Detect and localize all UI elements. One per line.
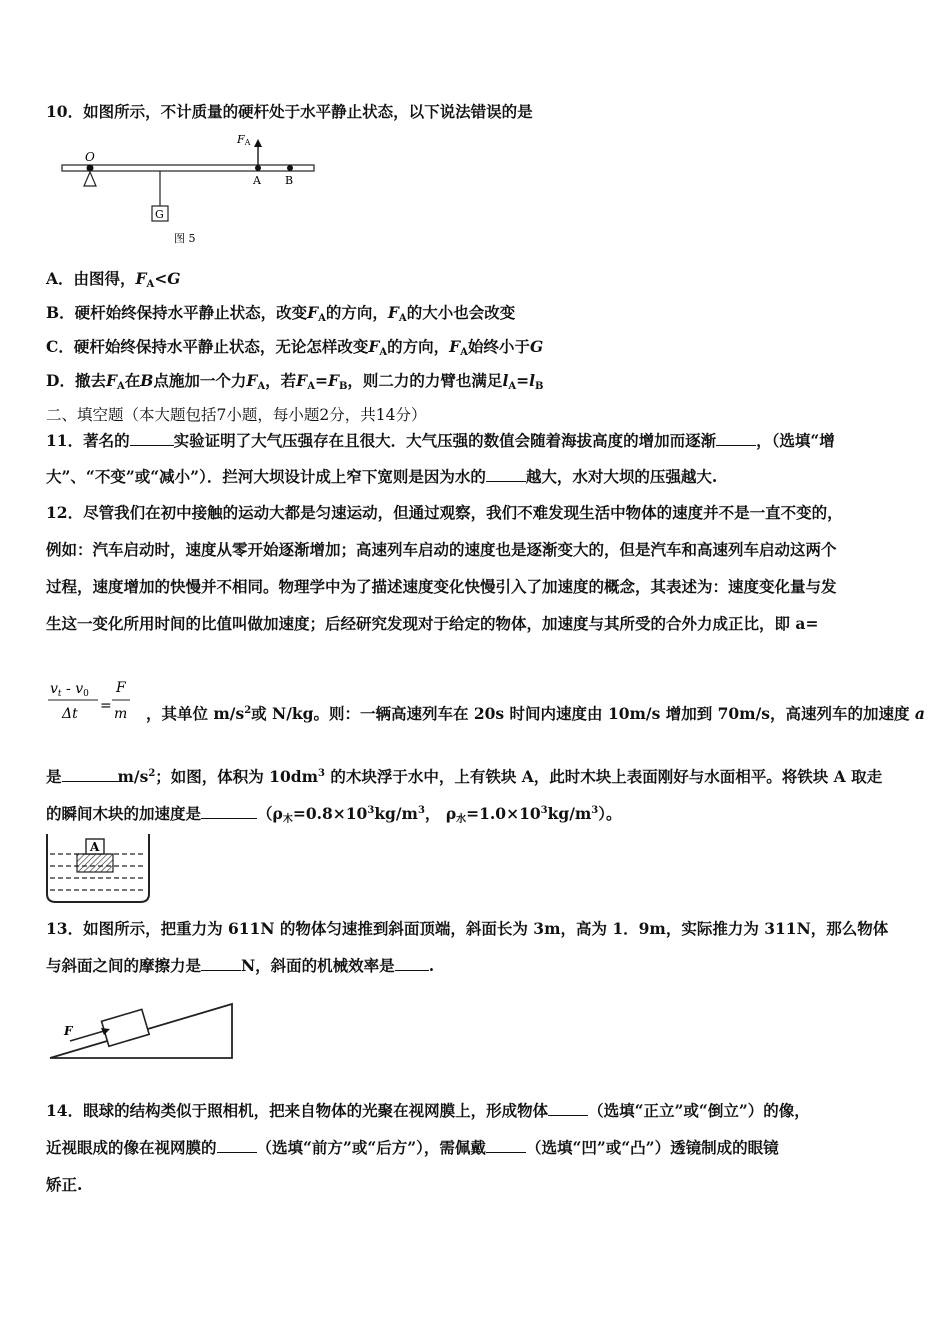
q13-blank-1[interactable] — [201, 956, 241, 971]
q12-line-1: 12．尽管我们在初中接触的运动大都是匀速运动，但通过观察，我们不难发现生活中物体的速度并不是一直不变的， — [46, 503, 843, 522]
label-fa: FA — [237, 133, 251, 147]
label-iron-a: A — [90, 840, 100, 854]
q10-option-a[interactable]: A．由图得，$F_A<G$ — [46, 269, 181, 290]
q14-line-2: 近视眼成的像在视网膜的 （选填“前方”或“后方”），需佩戴 （选填“凹”或“凸”）透镜制成的眼镜 — [46, 1138, 779, 1157]
q10-stem: 10．如图所示，不计质量的硬杆处于水平静止状态，以下说法错误的是 — [46, 102, 533, 121]
q10-option-c[interactable]: C．硬杆始终保持水平静止状态，无论怎样改变$F_A$的方向，$F_A$始终小于G — [46, 337, 544, 358]
q11-line-1: 11．著名的 实验证明了大气压强存在且很大．大气压强的数值会随着海拔高度的增加而逐渐 ，（选填“增 — [46, 431, 835, 450]
pivot-point — [87, 165, 94, 172]
q12-line-3: 过程，速度增加的快慢并不相同。物理学中为了描述速度变化快慢引入了加速度的概念，其表述为：速度变化量与发 — [46, 577, 837, 596]
figure-caption: 图 5 — [174, 232, 196, 245]
q11-blank-1[interactable] — [130, 431, 174, 446]
section-2-title: 二、填空题（本大题包括7小题，每小题2分，共14分） — [46, 406, 427, 424]
q10-option-b[interactable]: B．硬杆始终保持水平静止状态，改变$F_A$的方向，$F_A$的大小也会改变 — [46, 303, 516, 324]
q12-acceleration-formula — [46, 676, 146, 724]
q12-line-4: 生这一变化所用时间的比值叫做加速度；后经研究发现对于给定的物体，加速度与其所受的合外力成正比，即 a= — [46, 614, 819, 633]
q14-blank-3[interactable] — [486, 1138, 526, 1153]
formula-equals: = — [100, 698, 112, 714]
q13-blank-2[interactable] — [395, 956, 429, 971]
label-b: B — [285, 174, 294, 187]
formula-numerator-2: F — [116, 680, 126, 696]
q12-line-7: 的瞬间木块的加速度是 （$\rho_木=0.8\times 10^3kg/m^3$， $\rho_水=1.0\times 10^3kg/m^3$）。 — [46, 804, 622, 825]
q14-blank-2[interactable] — [217, 1138, 257, 1153]
q13-line-1: 13．如图所示，把重力为 611N 的物体匀速推到斜面顶端，斜面长为 3m，高为 1．9m，实际推力为 311N，那么物体 — [46, 919, 889, 938]
formula-numerator-1: $v_t - v_0$ — [50, 681, 89, 699]
q14-line-1: 14．眼球的结构类似于照相机，把来自物体的光聚在视网膜上，形成物体 （选填“正立”或“倒立”）的像， — [46, 1101, 810, 1120]
label-g: G — [155, 208, 164, 221]
fulcrum-triangle — [84, 172, 96, 186]
q12-line-2: 例如：汽车启动时，速度从零开始逐渐增加；高速列车启动的速度也是逐渐变大的，但是汽车和高速列车启动这两个 — [46, 540, 837, 559]
q11-blank-3[interactable] — [486, 467, 526, 482]
label-a: A — [253, 174, 261, 187]
point-a — [255, 165, 261, 171]
q12-blank-2[interactable] — [201, 804, 257, 819]
q12-line-5: ，其单位 $m/s^2$或 N/kg。则：一辆高速列车在 20s 时间内速度由 10m/s 增加到 70m/s，高速列车的加速度 a — [146, 704, 925, 723]
label-o: O — [85, 150, 95, 164]
q12-blank-1[interactable] — [62, 767, 118, 782]
point-b — [287, 165, 293, 171]
q13-line-2: 与斜面之间的摩擦力是 N，斜面的机械效率是 . — [46, 956, 435, 975]
force-arrow-head — [254, 139, 262, 147]
q12-line-6: 是 $m/s^2$；如图，体积为 $10dm^3$ 的木块浮于水中，上有铁块 A，此时木块上表面刚好与水面相平。将铁块 A 取走 — [46, 767, 883, 786]
formula-denominator-1: Δt — [62, 706, 78, 722]
push-force-arrow — [70, 1031, 104, 1041]
q12-floating-block-figure — [44, 832, 154, 906]
q10-lever-figure — [56, 128, 326, 248]
q13-incline-figure — [46, 998, 246, 1064]
q14-line-3: 矫正. — [46, 1175, 83, 1194]
q10-option-d[interactable]: D．撤去$F_A$在B点施加一个力$F_A$，若$F_A=F_B$，则二力的力臂也满足$l_A=l_B$ — [46, 371, 544, 392]
wooden-block — [77, 854, 113, 872]
formula-denominator-2: m — [114, 706, 128, 722]
q11-line-2: 大”、“不变”或“减小”）．拦河大坝设计成上窄下宽则是因为水的 越大，水对大坝的压强越大. — [46, 467, 718, 486]
q11-blank-2[interactable] — [716, 431, 756, 446]
q14-blank-1[interactable] — [548, 1101, 588, 1116]
label-f: F — [64, 1024, 73, 1038]
lever-rod — [62, 165, 314, 171]
